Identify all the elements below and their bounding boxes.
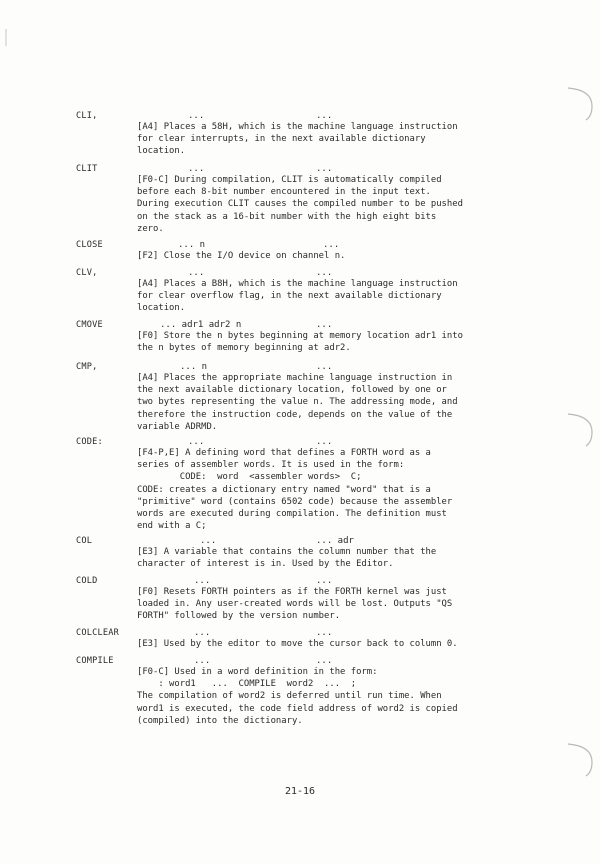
- stack-before: ...: [188, 437, 205, 447]
- corner-mark-icon: [4, 28, 14, 48]
- stack-after: ...: [316, 164, 333, 174]
- entry-description: [F0] Resets FORTH pointers as if the FORTH kernel was just loaded in. Any user-created words will be lost. Outputs "QS FORTH" followed by the version number.: [137, 587, 453, 622]
- stack-after: ...: [316, 268, 333, 278]
- page-number: 21-16: [284, 786, 316, 797]
- entry-description: [A4] Places the appropriate machine language instruction in the next available dictionary location, followed by one or two bytes representing the value n. The addressing mode, and therefore the instruction code, depends on the value of the variable ADRMD.: [137, 373, 458, 432]
- entry-word: CLV,: [76, 268, 98, 278]
- binder-hole-curve-icon: [566, 740, 596, 780]
- entry-word: CLI,: [76, 111, 98, 121]
- stack-after: ...: [316, 437, 333, 447]
- entry-word: CLOSE: [76, 240, 103, 250]
- entry-description: [E3] A variable that contains the column number that the character of interest is in. Used by the Editor.: [137, 547, 437, 570]
- stack-before: ...: [188, 111, 205, 121]
- entry-description: [F0-C] Used in a word definition in the form: : word1 ... COMPILE word2 ... ; The compilation of word2 is deferred until run time. When word1 is executed, the code field address of word2 is copied (compiled) into the dictionary.: [137, 667, 458, 726]
- stack-after: ...: [323, 240, 340, 250]
- binder-hole-curve-icon: [566, 84, 596, 124]
- stack-before: ...: [194, 628, 211, 638]
- entry-word: CLIT: [76, 164, 98, 174]
- entry-word: CODE:: [76, 437, 103, 447]
- entry-word: CMOVE: [76, 320, 103, 330]
- stack-before: ... adr1 adr2 n: [160, 320, 242, 330]
- entry-description: [A4] Places a 58H, which is the machine language instruction for clear interrupts, in the next available dictionary location.: [137, 122, 458, 157]
- stack-before: ...: [188, 268, 205, 278]
- entry-description: [F0] Store the n bytes beginning at memory location adr1 into the n bytes of memory beginning at adr2.: [137, 331, 463, 354]
- entry-description: [F0-C] During compilation, CLIT is automatically compiled before each 8-bit number encountered in the input text. During execution CLIT causes the compiled number to be pushed on the stack as a 16-bit number with the high eight bits zero.: [137, 175, 463, 234]
- stack-after: ...: [316, 656, 333, 666]
- entry-description: [E3] Used by the editor to move the cursor back to column 0.: [137, 639, 458, 649]
- stack-before: ... n: [178, 240, 206, 250]
- stack-before: ... n: [180, 362, 208, 372]
- stack-after: ...: [316, 628, 333, 638]
- stack-before: ...: [194, 576, 211, 586]
- stack-before: ...: [194, 656, 211, 666]
- entry-word: COLD: [76, 576, 98, 586]
- entry-description: [A4] Places a B8H, which is the machine language instruction for clear overflow flag, in the next available dictionary location.: [137, 279, 458, 314]
- stack-after: ... adr: [316, 536, 354, 546]
- entry-description: [F2] Close the I/O device on channel n.: [137, 251, 346, 261]
- stack-after: ...: [316, 362, 333, 372]
- entry-word: COL: [76, 536, 93, 546]
- entry-word: CMP,: [76, 362, 98, 372]
- entry-description: [F4-P,E] A defining word that defines a FORTH word as a series of assembler words. It is used in the form: CODE: word <assembler words> C; CODE: creates a dictionary entry named "word" that is a "primitive" word (contains 6502 code) because the assembler words are executed during compilation. The definition must end with a C;: [137, 448, 453, 532]
- stack-before: ...: [200, 536, 217, 546]
- stack-after: ...: [316, 576, 333, 586]
- stack-before: ...: [188, 164, 205, 174]
- entry-word: COMPILE: [76, 656, 114, 666]
- binder-hole-curve-icon: [566, 410, 596, 450]
- stack-after: ...: [316, 320, 333, 330]
- entry-word: COLCLEAR: [76, 628, 119, 638]
- stack-after: ...: [316, 111, 333, 121]
